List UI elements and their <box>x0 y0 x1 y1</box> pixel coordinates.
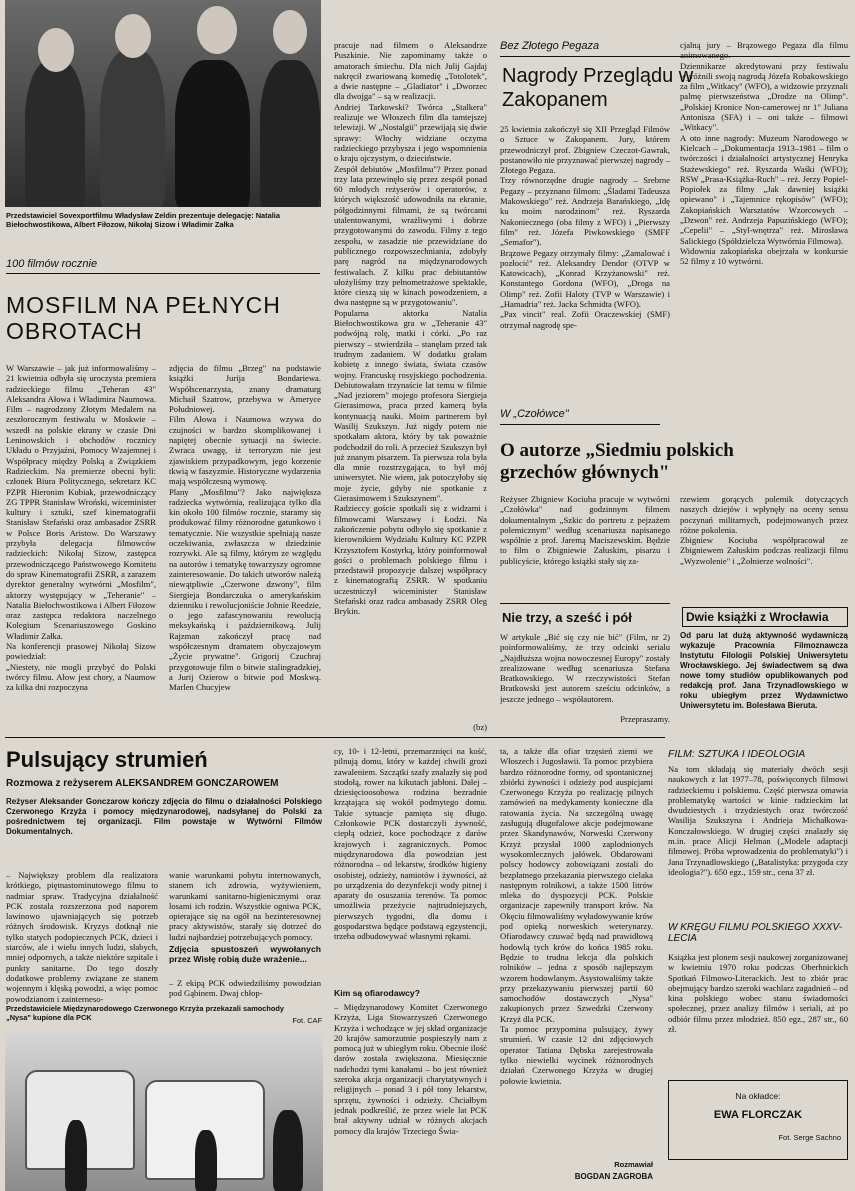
pck-subtitle: Rozmowa z reżyserem ALEKSANDREM GONCZAROWEM <box>6 778 279 789</box>
xxxv-text: Książka jest plonem sesji naukowej zorganizowanej w kwietniu 1970 roku podczas Oberhnickich Spotkań Filmowo-Literackich. Jest to zbiór prac obejmujący bardzo szeroki wachlarz zagadnień – od kina polskiego wobec stanu świadomości społecznej, przez analizy filmów i seriali, aż po odbiór filmu przez młodzież. 850 egz., 287 str., 60 zł. <box>668 952 848 1035</box>
cover-name: EWA FLORCZAK <box>713 1109 803 1121</box>
delegation-photo-caption: Przedstawiciel Sovexportfilmu Władysław Zeldin prezentuje delegację: Natalia Biełochwostikowa, Albert Fiłozow, Nikołaj Sizow i Władimir Załka <box>6 211 280 229</box>
mosfilm-section: 100 filmów rocznie <box>6 258 98 270</box>
kociuba-section: W „Czołówce" <box>500 408 569 420</box>
cover-label: Na okładce: <box>735 1091 781 1101</box>
pck-col3: cy, 10- i 12-letni, przemarznięci na kość, pilnują domu, który w każdej chwili grozi zawaleniem. Szczątki szafy znalazły się pod stodołą, rower na kikutach jabłoni. Dalej – dziesięcioosobowa rodzina bezradnie krzątająca się wokół podmytego domu. Takie sytuacje pamięta się długo. Członkowie PCK dostarczyli żywność, ciepłą odzież, koce pochodzące z darów krajowych i zagranicznych. Pomoc międzynarodowa dla powodzian jest różnorodna – od lekarstw, środków higieny osobistej, odzieży, namiotów i żywności, aż po urządzenia do dezynfekcji wody pitnej i aparaty do osuszania terenów. Ta pomoc umożliwia przeżycie najtrudniejszych, pierwszych tygodni, dla domu i gospodarstwa będące podstawą egzystencji, trzeba odbudowywać własnymi rękami. <box>334 746 487 942</box>
pck-col1: – Największy problem dla realizatora krótkiego, piętnastominutowego filmu to nadmiar spraw. Tradycyjna działalność PCK zostala rozszerzona pod naporem lawinowo ujawniających się potrzeb różnych środowisk. Kryzys dotknął nie tylko statych podopiecznych PCK, dzieci i starców, ale i wielu innych ludzi, słabych, mniej odpornych, a także niektóre szpitale i punkty sanitarne. Do tego doszły dodatkowe problemy związane ze stanem wojennym i klęską powodzi, a więc pomoc powodzianom i zainterneso- <box>6 870 158 1004</box>
sztuka-text: Na tom składają się materiały dwóch sesji naukowych z lat 1977–78, poświęconych filmowi radzieckiemu i polskiemu. Część pierwsza omawia problematykę wartości w kinie radzieckim lat dwudziestych i trzydziestych oraz twórczość Wasilija Szukszyna i Andrieja Michałkowa-Konczałowskiego. W drugiej części znalazły się m.in. prace Alicji Helman („Modele adaptacji filmowej. Próba wprowadzenia do problematyki") i Jana Trzynadlowskiego („Batalistyka: przygoda czy ideologia?"). 650 egz., 159 str., cena 37 zł. <box>668 764 848 877</box>
bic-text: W artykule „Bić się czy nie bić" (Film, nr 2) poinformowaliśmy, że trzy odcinki serialu „Najdłuższa wojna nowoczesnej Europy" zostały zrealizowane według scenariusza Stefana Bratkowskiego. W rzeczywistości Stefan Bratkowski jest autorem sześciu odcinków, a jeszcze jednego – współautorem. <box>500 632 670 704</box>
cover-credit: Fot. Serge Sachno <box>778 1133 841 1142</box>
mosfilm-col2: zdjęcia do filmu „Brzeg" na podstawie książki Jurija Bondariewa. Współscenarzysta, znany dramaturg Michaił Szatrow, przebywa w Ameryce Południowej. Film Ałowa i Naumowa wzywa do czujności w bardzo skomplikowanej i napiętej obecnie sytuacji na świecie. Zwraca uwagę, iż terroryzm nie jest zjawiskiem przypadkowym, jego korzenie tkwią w faszyzmie. Historyczne wydarzenia mają współczesną wymowę. Plany „Mosfilmu"? Jako największa radziecka wytwórnia, realizująca tylko dla kin około 100 filmów rocznie, staramy się produkować filmy różnorodne gatunkowo i tematycznie. Nie wszystkie spełniają nasze oczekiwania, zwłaszcza w dziedzinie rozrywki. Ale są filmy, którym ze względu na autorów i tematykę towarzyszy ogromne zainteresowanie. Do takich utworów należą niewątpliwie „Czerwone dzwony", film Siergieja Bondarczuka o amerykańskim dzienniku i rewolucjoniście Johnie Reedzie, o jego zafascynowaniu rewolucją meksykańską i październikową. Julij Rajzman zakończył pracę nad współczesnym dramatem obyczajowym „Życie prywatne". Grigorij Czuchraj przygotowuje film o bitwie stalingradzkiej, a Jurij Ozierow o bitwie pod Moskwą. Marlen Chucyjew <box>169 363 321 693</box>
xxxv-title: W KRĘGU FILMU POLSKIEGO XXXV-LECIA <box>668 922 843 944</box>
pck-col2b: – Z ekipą PCK odwiedziliśmy powodzian pod Gąbinem. Dwaj chłop- <box>169 978 321 999</box>
pck-interviewer-label: Rozmawiał <box>614 1160 653 1169</box>
pck-question2: Kim są ofiarodawcy? <box>334 988 420 998</box>
wroclaw-title: Dwie książki z Wrocławia <box>682 607 848 627</box>
zakopane-col2: cjalną jury – Brązowego Pegaza dla filmu animowanego. Dziennikarze akredytowani przy festiwalu wyróżnili swoją nagrodą Józefa Robakowskiego za film „Witkacy" (WFO), a widzowie przyznali palmę pierwszeństwa „Drodze na Olimp". „Polskiej Kronice Non-camerowej nr 1" Juliana Antonisza (SFA) i – oni także – filmowi „Witkacy". A oto inne nagrody: Muzeum Narodowego w Kielcach – „Dokumentacja 1913–1981 – film o twórczości i działalności artystycznej Henryka Stażewskiego" reż. Ryszarda Waśki (WFO); RSW „Prasa-Książka-Ruch" – reż. Jerzy Popiel-Popiołek za filmy „Jak dawniej książki opiewano" i „Tajemnice rękopisów" (WFO); Zakopiańskich Warsztatów Wzorcowych – „Dzwon" reż. Andrzeja Papuzińskiego (WFO); „Cepelii" – „Styl-wnętrza" reż. Mirosława Salickiego (Spółdzielcza Wytwórnia Filmowa). Widownia zakopiańska obejrzała w konkursie 52 filmy z 10 wytwórni. <box>680 40 848 267</box>
zakopane-section: Bez Złotego Pegaza <box>500 40 600 52</box>
pck-lead: Reżyser Aleksander Gonczarow kończy zdjęcia do filmu o działalności Polskiego Czerwonego Krzyża i pomocy międzynarodowej, nadsyłanej do Polski za pośrednictwem tej organizacji. Film powstaje w Wytwórni Filmów Dokumentalnych. <box>6 797 322 836</box>
mosfilm-col1: W Warszawie – jak już informowaliśmy – 21 kwietnia odbyła się uroczysta premiera radzieckiego filmu „Teheran 43" Aleksandra Ałowa i Władimira Naumowa. Film – nagrodzony Złotym Medalem na zeszłorocznym festiwalu w Moskwie – wszedł na polskie ekrany w czasie Dni Leninowskich i obchodów rocznicy Układu o Przyjaźni, Pomocy Wzajemnej i Współpracy między Polską a Związkiem Radzieckim. Na premierze obecni byli: członek Biura Politycznego, sekretarz KC PZPR Hieronim Kubiak, przewodniczący ZG TPPR Stanisław Wroński, wiceminister kultury i sztuki, szef kinematografii Stanisław Stefański oraz ambasador ZSRR w Polsce Boris Aristow. Do Warszawy przybyła delegacja filmowców radzieckich: Nikołaj Sizow, zastępca przewodniczącego Państwowego Komitetu do spraw Kinematografii ZSRR, a zarazem dyrektor generalny wytwórni „Mosfilm", aktorzy występujący w „Teheranie" – Natalia Biełochwostikowa i Albert Fiłozow oraz zastępca redaktora naczelnego Kolegium Scenariuszowego Goskino Władimir Załka. Na konferencji prasowej Nikołaj Sizow powiedział: „Niestety, nie mogli przybyć do Polski twórcy filmu. Ałow jest chory, a Naumow za kilka dni rozpoczyna <box>6 363 156 693</box>
kociuba-title: O autorze „Siedmiu polskich grzechów głównych" <box>500 440 734 483</box>
zakopane-col1: 25 kwietnia zakończył się XII Przegląd Filmów o Sztuce w Zakopanem. Jury, którem przewodniczył prof. Zbigniew Czeczot-Gawrak, postanowiło nie przyznawać pierwszej nagrody – Złotego Pegaza. Trzy równorzędne drugie nagrody – Srebrne Pegazy – przyznano filmom: „Śladami Tadeusza Makowskiego" reż. Andrzeja Barańskiego, „Idę ku moim narodzinom" reż. Ryszarda Nakoniecznego (oba filmy z WFO) i „Pierwszy film" reż. Józefa Piwkowskiego (SMFF „Semafor"). Brązowe Pegazy otrzymały filmy: „Zamalować i pozłocić" reż. Aleksandry Dendor (OTVP w Katowicach), „Konrad Krzyżanowski" reż. Konstantego Gordona (WFO), „Droga na Olimp" reż. Zofii Haloty (TVP w Warszawie) i „Hamadria" reż. Jacka Schmidta (WFO). „Pax vincit" real. Zofii Oraczewskiej (SMF) otrzymał nagrodę spe- <box>500 124 670 330</box>
bic-title: Nie trzy, a sześć i pół <box>502 610 632 625</box>
pck-col4: ta, a także dla ofiar trzęsień ziemi we Włoszech i Jugosławii. Ta pomoc przybiera bardzo różnorodne formy, od spontanicznej zbiórki żywności i odzieży pod auspicjami Czerwonego Krzyża po realizację pilnych zamówień na medykamenty konieczne dla ratowania życia. Na szczególną uwagę zasługują długofalowe akcje podejmowane przez Skandynawów, Norweski Czerwony Krzyż przysłał 1000 zaplodnionych wysokomlecznych jałówek. Obdarowani polscy hodowcy zobowiązani zostali do bezpłatnego przekazania pierwszego cielaka następnym rolnikowi, a także 1500 litrów mleka do dyspozycji PCK. Polskie organizacje zapewniły transport krów. Na Okęciu filmowaliśmy wyładowywanie krów pod opieką norweskich weterynarzy. Ofiarodawcy czuwać będą nad prawidłową hodowlą tych krów do końca 1985 roku. Będzie to trudna lekcja dla polskich rolników – jedna z sposób najlepszym wzorem hodowlanym. Asystowaliśmy także przy przekazywaniu pierwszej partii 60 samochodów dostawczych „Nysa" zakupionych przez Szwedzki Czerwony Krzyż dla PCK. Ta pomoc przypomina pulsujący, żywy strumień. W czasie 12 dni zdjęciowych operator Tatiana Dębska zarejestrowała tylko niewielki wycinek różnorodnych działań Czerwonego Krzyża w drugiej połowie kwietnia. <box>500 746 653 1086</box>
delegation-photo <box>5 0 321 207</box>
mosfilm-title: MOSFILM NA PEŁNYCH OBROTACH <box>6 292 281 344</box>
wroclaw-box <box>680 607 848 725</box>
pck-photo-caption: Przedstawiciele Międzynarodowego Czerwonego Krzyża przekazali samochody „Nysa" kupione dla PCK <box>6 1004 285 1022</box>
pck-photo-credit: Fot. CAF <box>292 1016 322 1025</box>
bic-sign: Przepraszamy. <box>620 714 670 724</box>
cover-box <box>668 1080 848 1160</box>
pck-vans-photo <box>5 1030 323 1191</box>
wroclaw-text: Od paru lat dużą aktywność wydawniczą wykazuje Pracownia Filmoznawcza Instytutu Filologii Polskiej Uniwersytetu Wrocławskiego. Jej świadectwem są dwa nowe tomy studiów opublikowanych pod redakcją prof. Jana Trzynadlowskiego w roku ubiegłym przez Wydawnictwo Uniwersytetu im. Bolesława Bieruta. <box>680 631 848 710</box>
kociuba-col2: rzewiem gorących polemik dotyczących naszych dziejów i wpłynęły na oceny sensu poczynań militarnych, podejmowanych przez różne pokolenia. Zbigniew Kociuba współpracował ze Zbigniewem Załuskim podczas realizacji filmu „Wyzwolenie" i „Żołnierze wolności". <box>680 494 848 566</box>
mosfilm-sign: (bz) <box>473 722 487 732</box>
pck-col2: wanie warunkami pobytu internowanych, stanem ich zdrowia, wyżywieniem, warunkami sanitarno-higienicznymi oraz losami ich rodzin. Wszystkie ogniwa PCK, opierające się na ogół na bezinteresownej pracy aktywistów, starały się dotrzeć do ludzi najbardziej potrzebujących pomocy. <box>169 870 321 942</box>
kociuba-col1: Reżyser Zbigniew Kociuba pracuje w wytwórni „Czołówka" nad godzinnym filmem dokumentalnym „Szkic do portretu z pejzażem polemicznym" według scenariusza napisanego wspólnie z prof. Jaremą Maciszewskim. Będzie to film o Zbigniewie Załuskim, pisarzu i publicyście, którego książki stały się za- <box>500 494 670 566</box>
zakopane-title: Nagrody Przeglądu w Zakopanem <box>502 65 694 111</box>
mosfilm-col3: pracuje nad filmem o Aleksandrze Puszkinie. Nie zapominamy także o amatorach śmiechu. Dla nich Julij Gajdaj nakręcił zwariowaną komedię „Totolotek", a dwie następne – „Gladiator" i „Dworzec dla dwojga" – są w realizacji. Andriej Tarkowski? Twórca „Stalkera" realizuje we Włoszech film dla tamtejszej telewizji. W „Nostalgii" przewijają się dwie sprawy: Włochy widziane oczyma radzieckiego przybysza i jego wspomnienia o kraju ojczystym, o dzieciństwie. Zespół debiutów „Mosfilmu"? Przez ponad trzy lata przewinęło się przez zespół ponad 60 młodych reżyserów i operatorów, z których większość udowodniła na ekranie, półgodzinnymi filmami, że są twórcami utalentowanymi, wrażliwymi i dobrze przygotowanymi do zawodu. Filmy z tego zespołu, w zasadzie nie przewidziane do publicznego rozpowszechniania, zdobyły parę nagród na międzynarodowych festiwalach. Z kilku prac debiutantów ułożyliśmy trzy pełnometrażowe spektakle, które cieszą się w kinach powodzeniem, a dwa następne są w przygotowaniu". Popularna aktorka Natalia Biełochwostikowa gra w „Teheranie 43" podwójną rolę, matki i córki. „Po raz pierwszy – stwierdziła – stanęłam przed tak trudnym zadaniem. W dodatku grałam kobietę z innego świata, świata czasów wojny. Francuskę rosyjskiego pochodzenia. Debiutowałam trzynaście lat temu w filmie „Nad jeziorem" mojego profesora Siergieja Gierasimowa, praca przed kamerą była kontynuacją nauki. Moim partnerem był Wasilij Szukszyn. Już nigdy potem nie spotkałam aktora, który by tak poważnie podchodził do roli. A przecież Szukszyn był już znanym pisarzem. Ta pierwsza rola była dla mnie rozstrzygająca, to był mój uniwersytet. Nie wiem, jak potoczyłoby się moje życie, gdyby nie spotkanie z Gierasimowem i Szukszynem". Radzieccy goście spotkali się z widzami i filmowcami Warszawy i Łodzi. Na zakończenie pobytu odbyło się spotkanie z kierownikiem Wydziału Kultury KC PZPR Krzysztofem Kostyrką, który poinformował gości o problemach polskiego filmu i przedstawił propozycje dalszej współpracy z kinematografią ZSRR. W spotkaniu uczestniczył wiceminister Stanisław Stefański oraz radca ambasady ZSRR Oleg Brykin. <box>334 40 487 617</box>
sztuka-title: FILM: SZTUKA I IDEOLOGIA <box>668 748 806 760</box>
pck-interviewer: BOGDAN ZAGROBA <box>574 1172 653 1181</box>
pck-title: Pulsujący strumień <box>6 747 208 772</box>
pck-col3b: – Międzynarodowy Komitet Czerwonego Krzyża, Liga Stowarzyszeń Czerwonego Krzyża i wchodzące w jej skład organizacje 20 krajów samorzutnie pospieszyły nam z pomocą już w ubiegłym roku. Obecnie ilość darów została zwiększona. Miesięcznie nadchodzi tymi kanałami – bo jest również szeroka akcja organizacji charytatywnych i religijnych – ponad 3 i pół tony lekarstw, sprzętu, żywności i odzieży. Chciałbym jednak podkreślić, że przez wiele lat PCK brał aktywny udział w różnych akcjach pomocy dla krajów Trzeciego Świa- <box>334 1002 487 1136</box>
pck-question1: Zdjęcia spustoszeń wywołanych przez Wisłę robią duże wrażenie... <box>169 944 321 965</box>
